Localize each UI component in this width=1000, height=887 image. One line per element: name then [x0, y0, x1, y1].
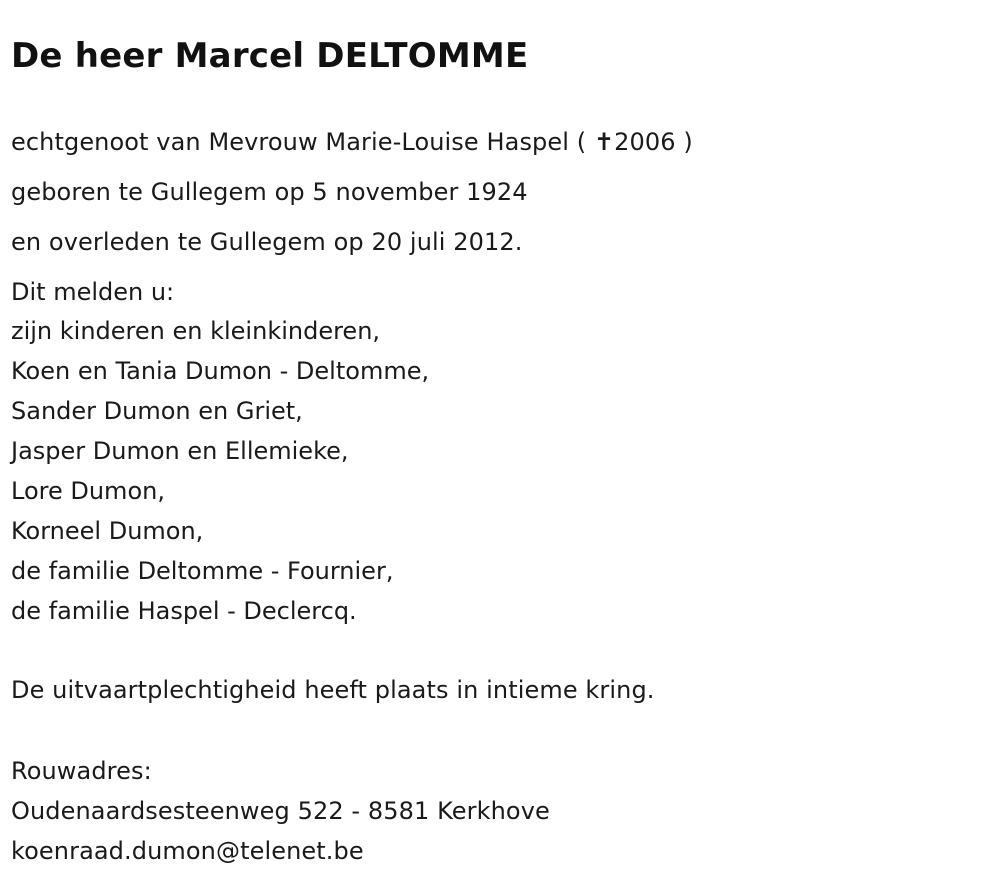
list-item: Jasper Dumon en Ellemieke, [11, 437, 349, 465]
list-item: de familie Deltomme - Fournier, [11, 557, 394, 585]
cross-icon: ✝ [593, 128, 615, 156]
list-item: Korneel Dumon, [11, 517, 204, 545]
list-item: zijn kinderen en kleinkinderen, [11, 317, 381, 345]
deceased-name-title: De heer Marcel DELTOMME [11, 36, 529, 76]
spouse-death-year: 2006 ) [614, 128, 693, 156]
announcement-list [11, 276, 429, 631]
address-street: Oudenaardsesteenweg 522 - 8581 Kerkhove [11, 797, 550, 825]
address-email: koenraad.dumon@telenet.be [11, 837, 364, 865]
spouse-text: echtgenoot van Mevrouw Marie-Louise Haspel ( [11, 128, 594, 156]
birth-line: geboren te Gullegem op 5 november 1924 [11, 178, 528, 206]
address-label: Rouwadres: [11, 757, 152, 785]
death-line: en overleden te Gullegem op 20 juli 2012. [11, 228, 523, 256]
list-item: Koen en Tania Dumon - Deltomme, [11, 357, 430, 385]
ceremony-line: De uitvaartplechtigheid heeft plaats in intieme kring. [11, 676, 655, 704]
announcement-intro: Dit melden u: [11, 278, 175, 306]
list-item: Sander Dumon en Griet, [11, 397, 303, 425]
list-item: de familie Haspel - Declercq. [11, 597, 357, 625]
list-item: Lore Dumon, [11, 477, 165, 505]
spouse-line [11, 126, 693, 158]
